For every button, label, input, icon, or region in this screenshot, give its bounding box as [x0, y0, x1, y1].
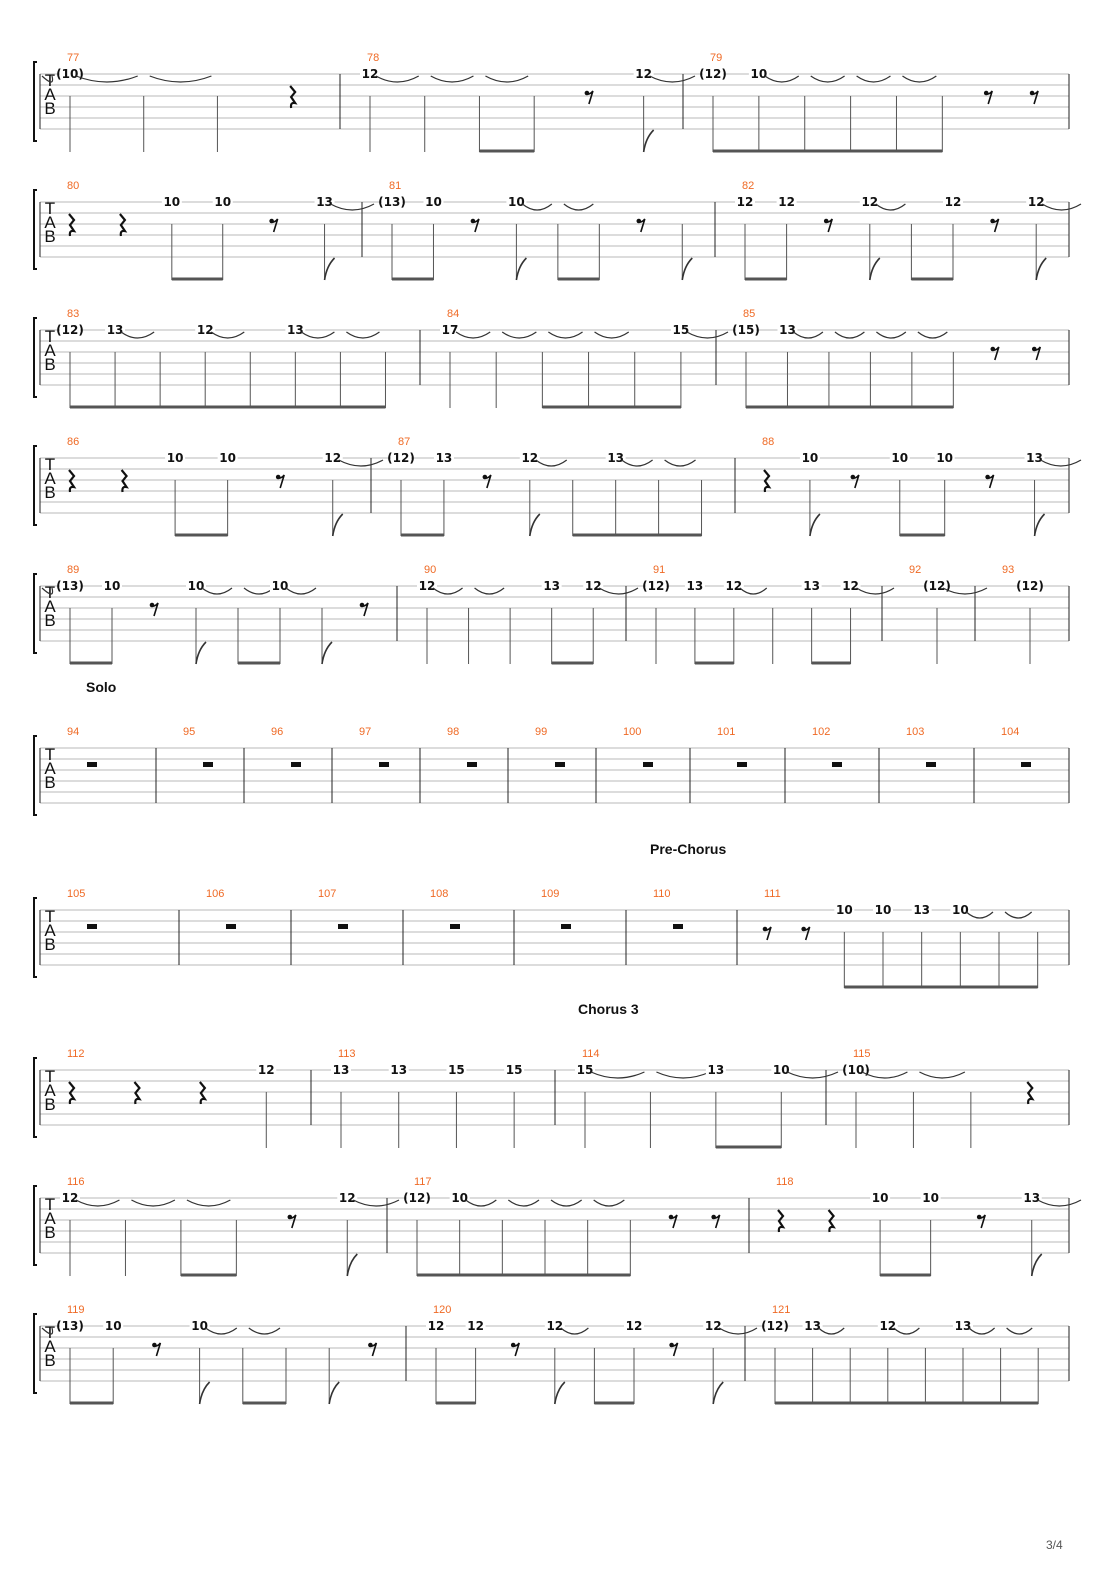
fret-number: 13: [1023, 1191, 1041, 1205]
fret-number: 12: [196, 323, 214, 337]
fret-number: 13: [804, 1319, 821, 1333]
whole-rest: [926, 762, 936, 767]
measure-number: 98: [447, 726, 460, 738]
fret-number: 12: [324, 451, 342, 465]
note-flag: [530, 514, 540, 536]
measure-number: 115: [853, 1048, 871, 1060]
system-bracket: [34, 62, 37, 141]
tie-arc: [211, 332, 244, 338]
fret-number: 12: [61, 1191, 79, 1205]
measure-number: 104: [1001, 726, 1020, 738]
system-bracket: [34, 1058, 37, 1137]
tie-arc: [835, 332, 864, 338]
tie-arc: [811, 76, 845, 82]
tie-arc: [876, 204, 906, 210]
fret-number: 10: [191, 1319, 208, 1333]
tab-clef-letter: A: [44, 1209, 56, 1228]
tie-arc: [346, 332, 379, 338]
measure-number: 120: [433, 1304, 452, 1316]
fret-number: 12: [427, 1319, 445, 1333]
fret-number: 12: [635, 67, 652, 81]
tab-clef-letter: A: [44, 85, 56, 104]
whole-rest: [673, 924, 683, 929]
fret-number: 10: [801, 451, 819, 465]
tie-arc: [1007, 1328, 1033, 1334]
quarter-rest: [134, 1082, 139, 1104]
note-flag: [196, 642, 206, 664]
tab-clef-letter: B: [44, 1223, 56, 1242]
measure-number: 118: [776, 1176, 794, 1188]
tab-clef-letter: B: [44, 483, 56, 502]
fret-number: 12: [842, 579, 859, 593]
quarter-rest: [120, 214, 125, 236]
whole-rest: [226, 924, 236, 929]
tie-arc: [431, 76, 474, 82]
fret-number: 12: [418, 579, 436, 593]
quarter-rest: [1027, 1082, 1032, 1104]
tie-arc: [656, 1072, 709, 1078]
measure-number: 100: [623, 726, 642, 738]
measure-number: 101: [717, 726, 736, 738]
fret-number: 12: [861, 195, 879, 209]
fret-number: (12): [387, 451, 415, 465]
fret-number: 10: [922, 1191, 939, 1205]
measure-number: 92: [909, 564, 922, 576]
tab-clef-letter: T: [44, 1323, 56, 1342]
tie-arc: [485, 76, 528, 82]
tab-clef-letter: T: [44, 455, 56, 474]
fret-number: 13: [607, 451, 625, 465]
quarter-rest: [122, 470, 127, 492]
whole-rest: [737, 762, 747, 767]
tie-arc: [301, 332, 334, 338]
tab-clef-letter: B: [44, 355, 56, 374]
measure-number: 94: [67, 726, 80, 738]
fret-number: 13: [390, 1063, 408, 1077]
fret-number: (12): [1016, 579, 1044, 593]
fret-number: 12: [361, 67, 379, 81]
fret-number: 13: [707, 1063, 725, 1077]
measure-number: 105: [67, 888, 86, 900]
fret-number: 13: [332, 1063, 350, 1077]
fret-number: 12: [338, 1191, 356, 1205]
measure-number: 107: [318, 888, 337, 900]
tie-arc: [622, 460, 653, 466]
system-bracket: [34, 574, 37, 653]
measure-number: 86: [67, 436, 80, 448]
tie-arc: [665, 460, 696, 466]
measure-number: 90: [424, 564, 437, 576]
tie-arc: [857, 76, 891, 82]
fret-number: 12: [1027, 195, 1045, 209]
note-flag: [644, 130, 654, 152]
quarter-rest: [69, 214, 74, 236]
tie-arc: [1005, 912, 1032, 918]
tie-arc: [551, 1200, 582, 1206]
tab-clef-letter: B: [44, 1351, 56, 1370]
tab-clef-letter: B: [44, 935, 56, 954]
measure-number: 111: [764, 888, 781, 900]
system-bracket: [34, 1314, 37, 1393]
note-flag: [870, 258, 880, 280]
note-flag: [329, 1382, 339, 1404]
tab-clef-letter: A: [44, 1337, 56, 1356]
measure-number: 97: [359, 726, 372, 738]
quarter-rest: [829, 1210, 834, 1232]
measure-number: 116: [67, 1176, 85, 1188]
tab-clef-letter: T: [44, 71, 56, 90]
fret-number: 10: [835, 903, 853, 917]
measure-number: 81: [389, 180, 402, 192]
fret-number: 10: [219, 451, 236, 465]
fret-number: (13): [56, 1319, 84, 1333]
tab-clef-letter: T: [44, 745, 56, 764]
tab-clef-letter: B: [44, 611, 56, 630]
tie-arc: [286, 588, 316, 594]
tie-arc: [536, 460, 567, 466]
measure-number: 78: [367, 52, 380, 64]
fret-number: 10: [425, 195, 442, 209]
fret-number: (13): [378, 195, 406, 209]
fret-number: 13: [435, 451, 453, 465]
fret-number: (12): [923, 579, 951, 593]
tie-arc: [902, 76, 936, 82]
fret-number: 10: [891, 451, 909, 465]
tie-arc: [561, 1328, 589, 1334]
measure-number: 106: [206, 888, 225, 900]
whole-rest: [643, 762, 653, 767]
note-flag: [325, 258, 335, 280]
tie-arc: [787, 1072, 838, 1078]
tie-arc: [456, 332, 490, 338]
tie-arc: [765, 76, 799, 82]
tie-arc: [1041, 460, 1081, 466]
tie-arc: [919, 1072, 964, 1078]
tie-arc: [591, 1072, 644, 1078]
note-flag: [682, 258, 692, 280]
fret-number: 13: [779, 323, 796, 337]
fret-number: 15: [505, 1063, 523, 1077]
fret-number: 12: [736, 195, 754, 209]
tab-clef-letter: T: [44, 327, 56, 346]
fret-number: 12: [257, 1063, 275, 1077]
system-bracket: [34, 898, 37, 977]
tab-clef-letter: B: [44, 99, 56, 118]
whole-rest: [338, 924, 348, 929]
fret-number: (10): [56, 67, 84, 81]
fret-number: 13: [286, 323, 304, 337]
quarter-rest: [200, 1082, 205, 1104]
measure-number: 109: [541, 888, 560, 900]
tie-arc: [475, 588, 505, 594]
tie-arc: [466, 1200, 497, 1206]
measure-number: 84: [447, 308, 460, 320]
tab-clef-letter: A: [44, 341, 56, 360]
fret-number: (12): [761, 1319, 789, 1333]
tie-arc: [150, 76, 212, 82]
fret-number: 12: [879, 1319, 897, 1333]
tie-arc: [740, 588, 767, 594]
fret-number: 13: [803, 579, 820, 593]
note-flag: [347, 1254, 357, 1276]
tie-arc: [339, 460, 383, 466]
fret-number: (12): [699, 67, 727, 81]
note-flag: [555, 1382, 565, 1404]
tab-clef-letter: A: [44, 597, 56, 616]
note-flag: [516, 258, 526, 280]
note-flag: [810, 514, 820, 536]
note-flag: [713, 1382, 723, 1404]
tie-arc: [599, 588, 638, 594]
measure-number: 95: [183, 726, 196, 738]
note-flag: [200, 1382, 210, 1404]
fret-number: 15: [672, 323, 690, 337]
fret-number: 12: [725, 579, 743, 593]
fret-number: 10: [163, 195, 181, 209]
measure-number: 102: [812, 726, 831, 738]
measure-number: 103: [906, 726, 925, 738]
tab-clef-letter: A: [44, 921, 56, 940]
tie-arc: [522, 204, 551, 210]
note-flag: [322, 642, 332, 664]
fret-number: (13): [56, 579, 84, 593]
fret-number: 10: [187, 579, 205, 593]
fret-number: 13: [913, 903, 931, 917]
fret-number: 12: [625, 1319, 643, 1333]
fret-number: 12: [944, 195, 962, 209]
tab-clef-letter: A: [44, 1081, 56, 1100]
tab-clef-letter: T: [44, 1195, 56, 1214]
section-label: Pre-Chorus: [650, 841, 727, 857]
tab-clef-letter: T: [44, 1067, 56, 1086]
note-flag: [1032, 1254, 1042, 1276]
tie-arc: [918, 332, 947, 338]
fret-number: 10: [951, 903, 969, 917]
measure-number: 88: [762, 436, 775, 448]
measure-number: 89: [67, 564, 80, 576]
system-bracket: [34, 446, 37, 525]
fret-number: 15: [448, 1063, 465, 1077]
fret-number: 10: [936, 451, 954, 465]
fret-number: (12): [642, 579, 670, 593]
tie-arc: [76, 1200, 119, 1206]
measure-number: 112: [67, 1048, 85, 1060]
system-bracket: [34, 736, 37, 815]
section-label: Solo: [86, 679, 117, 695]
fret-number: 12: [521, 451, 539, 465]
whole-rest: [450, 924, 460, 929]
tie-arc: [595, 332, 629, 338]
quarter-rest: [778, 1210, 783, 1232]
fret-number: 13: [1026, 451, 1043, 465]
tab-clef-letter: A: [44, 213, 56, 232]
tie-arc: [76, 76, 138, 82]
tab-clef-letter: T: [44, 907, 56, 926]
tie-arc: [857, 588, 894, 594]
fret-number: 13: [954, 1319, 972, 1333]
fret-number: 12: [704, 1319, 722, 1333]
fret-number: 13: [686, 579, 704, 593]
fret-number: 10: [871, 1191, 889, 1205]
whole-rest: [379, 762, 389, 767]
tie-arc: [793, 332, 822, 338]
fret-number: 10: [508, 195, 525, 209]
note-flag: [1036, 258, 1046, 280]
tie-arc: [433, 588, 463, 594]
fret-number: 15: [576, 1063, 594, 1077]
measure-number: 80: [67, 180, 80, 192]
tie-arc: [249, 1328, 280, 1334]
quarter-rest: [764, 470, 769, 492]
system-bracket: [34, 318, 37, 397]
tie-arc: [187, 1200, 230, 1206]
fret-number: (12): [56, 323, 84, 337]
measure-number: 110: [653, 888, 671, 900]
tab-clef-letter: B: [44, 1095, 56, 1114]
tie-arc: [376, 76, 419, 82]
fret-number: (12): [403, 1191, 431, 1205]
tie-arc: [1042, 204, 1081, 210]
fret-number: 13: [543, 579, 561, 593]
tie-arc: [594, 1200, 625, 1206]
tie-arc: [131, 1200, 174, 1206]
tie-arc: [508, 1200, 539, 1206]
fret-number: 12: [584, 579, 602, 593]
fret-number: 10: [104, 1319, 122, 1333]
tie-arc: [548, 332, 582, 338]
fret-number: 12: [546, 1319, 564, 1333]
measure-number: 114: [582, 1048, 600, 1060]
measure-number: 79: [710, 52, 723, 64]
tie-arc: [202, 588, 232, 594]
fret-number: 10: [214, 195, 232, 209]
system-bracket: [34, 1186, 37, 1265]
measure-number: 99: [535, 726, 548, 738]
fret-number: (15): [732, 323, 760, 337]
note-flag: [333, 514, 343, 536]
tab-clef-letter: T: [44, 199, 56, 218]
fret-number: 10: [874, 903, 892, 917]
whole-rest: [561, 924, 571, 929]
tie-arc: [353, 1200, 399, 1206]
tab-clef-letter: A: [44, 469, 56, 488]
whole-rest: [467, 762, 477, 767]
measure-number: 85: [743, 308, 756, 320]
measure-number: 83: [67, 308, 80, 320]
whole-rest: [203, 762, 213, 767]
whole-rest: [87, 924, 97, 929]
tie-arc: [687, 332, 728, 338]
tie-arc: [121, 332, 154, 338]
tie-arc: [206, 1328, 237, 1334]
tab-clef-letter: B: [44, 227, 56, 246]
fret-number: 10: [271, 579, 289, 593]
measure-number: 119: [67, 1304, 85, 1316]
whole-rest: [87, 762, 97, 767]
measure-number: 117: [414, 1176, 432, 1188]
quarter-rest: [69, 470, 74, 492]
tie-arc: [876, 332, 905, 338]
whole-rest: [555, 762, 565, 767]
system-bracket: [34, 190, 37, 269]
fret-number: 10: [772, 1063, 790, 1077]
tie-arc: [1038, 1200, 1081, 1206]
quarter-rest: [290, 86, 295, 108]
page-number: 3/4: [1046, 1538, 1063, 1552]
section-label: Chorus 3: [578, 1001, 639, 1017]
fret-number: 13: [316, 195, 333, 209]
fret-number: 10: [451, 1191, 469, 1205]
tie-arc: [719, 1328, 757, 1334]
measure-number: 121: [772, 1304, 791, 1316]
quarter-rest: [69, 1082, 74, 1104]
tie-arc: [564, 204, 593, 210]
measure-number: 113: [338, 1048, 356, 1060]
tie-arc: [244, 588, 274, 594]
fret-number: 13: [106, 323, 124, 337]
whole-rest: [291, 762, 301, 767]
tie-arc: [650, 76, 695, 82]
note-flag: [1035, 514, 1045, 536]
tab-clef-letter: A: [44, 759, 56, 778]
measure-number: 82: [742, 180, 755, 192]
tie-arc: [502, 332, 536, 338]
measure-number: 96: [271, 726, 284, 738]
fret-number: (10): [842, 1063, 870, 1077]
measure-number: 87: [398, 436, 411, 448]
measure-number: 93: [1002, 564, 1015, 576]
fret-number: 12: [778, 195, 795, 209]
fret-number: 12: [467, 1319, 484, 1333]
tie-arc: [331, 204, 374, 210]
whole-rest: [832, 762, 842, 767]
fret-number: 10: [750, 67, 768, 81]
fret-number: 17: [441, 323, 459, 337]
measure-number: 108: [430, 888, 449, 900]
measure-number: 77: [67, 52, 80, 64]
tab-clef-letter: B: [44, 773, 56, 792]
whole-rest: [1021, 762, 1031, 767]
fret-number: 10: [166, 451, 184, 465]
tab-clef-letter: T: [44, 583, 56, 602]
fret-number: 10: [103, 579, 121, 593]
measure-number: 91: [653, 564, 666, 576]
